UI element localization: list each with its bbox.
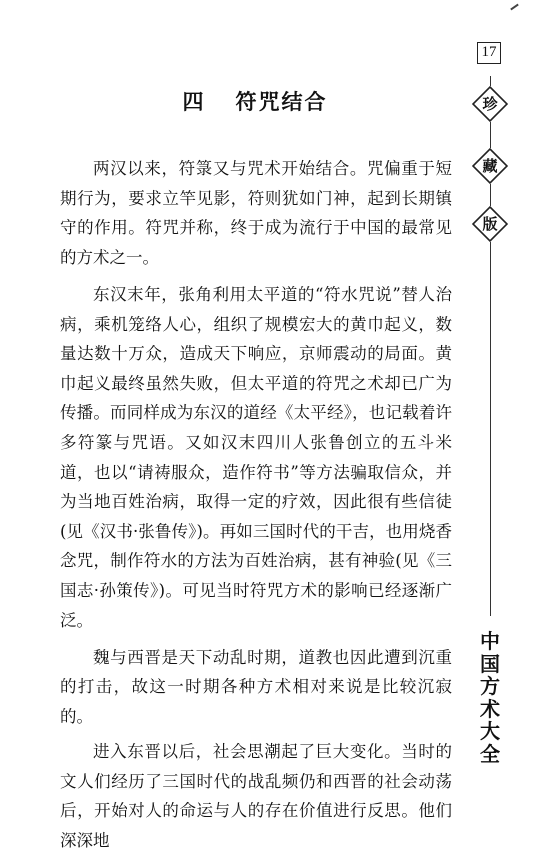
series-title-char: 大 [480,719,500,743]
paragraph-1: 两汉以来，符箓又与咒术开始结合。咒偏重于短期行为，要求立竿见影，符则犹如门神，起到长期镇守的作用。符咒并称，终于成为流行于中国的最常见的方术之一。 [60,159,452,267]
paragraph-4: 进入东晋以后，社会思潮起了巨大变化。当时的文人们经历了三国时代的战乱频仍和西晋的社会动荡后，开始对人的命运与人的存在价值进行反思。他们深深地 [60,742,452,851]
chapter-number: 四 [182,90,206,114]
series-title [478,630,502,765]
series-title-char: 全 [480,741,500,766]
paragraph-3: 魏与西晋是天下动乱时期，道教也因此遭到沉重的打击，故这一时期各种方术相对来说是比较沉寂的。 [60,647,452,726]
badge-ban [472,206,508,242]
badge-label: 藏 [482,157,498,175]
series-title-char: 中 [480,629,500,653]
series-title-char: 国 [480,651,500,676]
series-title-char: 术 [480,696,500,721]
chapter-title-text: 符咒结合 [235,90,328,114]
badge-label: 珍 [482,95,498,113]
badge-zhen [472,86,508,122]
badge-cang [472,148,508,184]
corner-pen-mark [510,4,519,11]
paragraph-2: 东汉末年，张角利用太平道的“符水咒说”替人治病，乘机笼络人心，组织了规模宏大的黄巾起义，数量达数十万众，造成天下响应，京师震动的局面。黄巾起义最终虽然失败，但太平道的符咒之术却已广为传播。而同样成为东汉的道经《太平经》，也记载着许多符篆与咒语。又如汉末四川人张鲁创立的五斗米道，也以“请祷服众，造作符书”等方法骗取信众，并为当地百姓治病，取得一定的疗效，因此很有些信徒(见《汉书·张鲁传》)。再如三国时代的干吉，也用烧香念咒，制作符水的方法为百姓治病，甚有神验(见《三国志·孙策传》)。可见当时符咒方术的影响已经逐渐广泛。 [60,284,452,630]
badge-label: 版 [482,215,498,233]
page-number: 17 [477,42,501,64]
body-text [60,154,452,863]
chapter-title [60,86,450,116]
series-title-char: 方 [480,674,500,698]
